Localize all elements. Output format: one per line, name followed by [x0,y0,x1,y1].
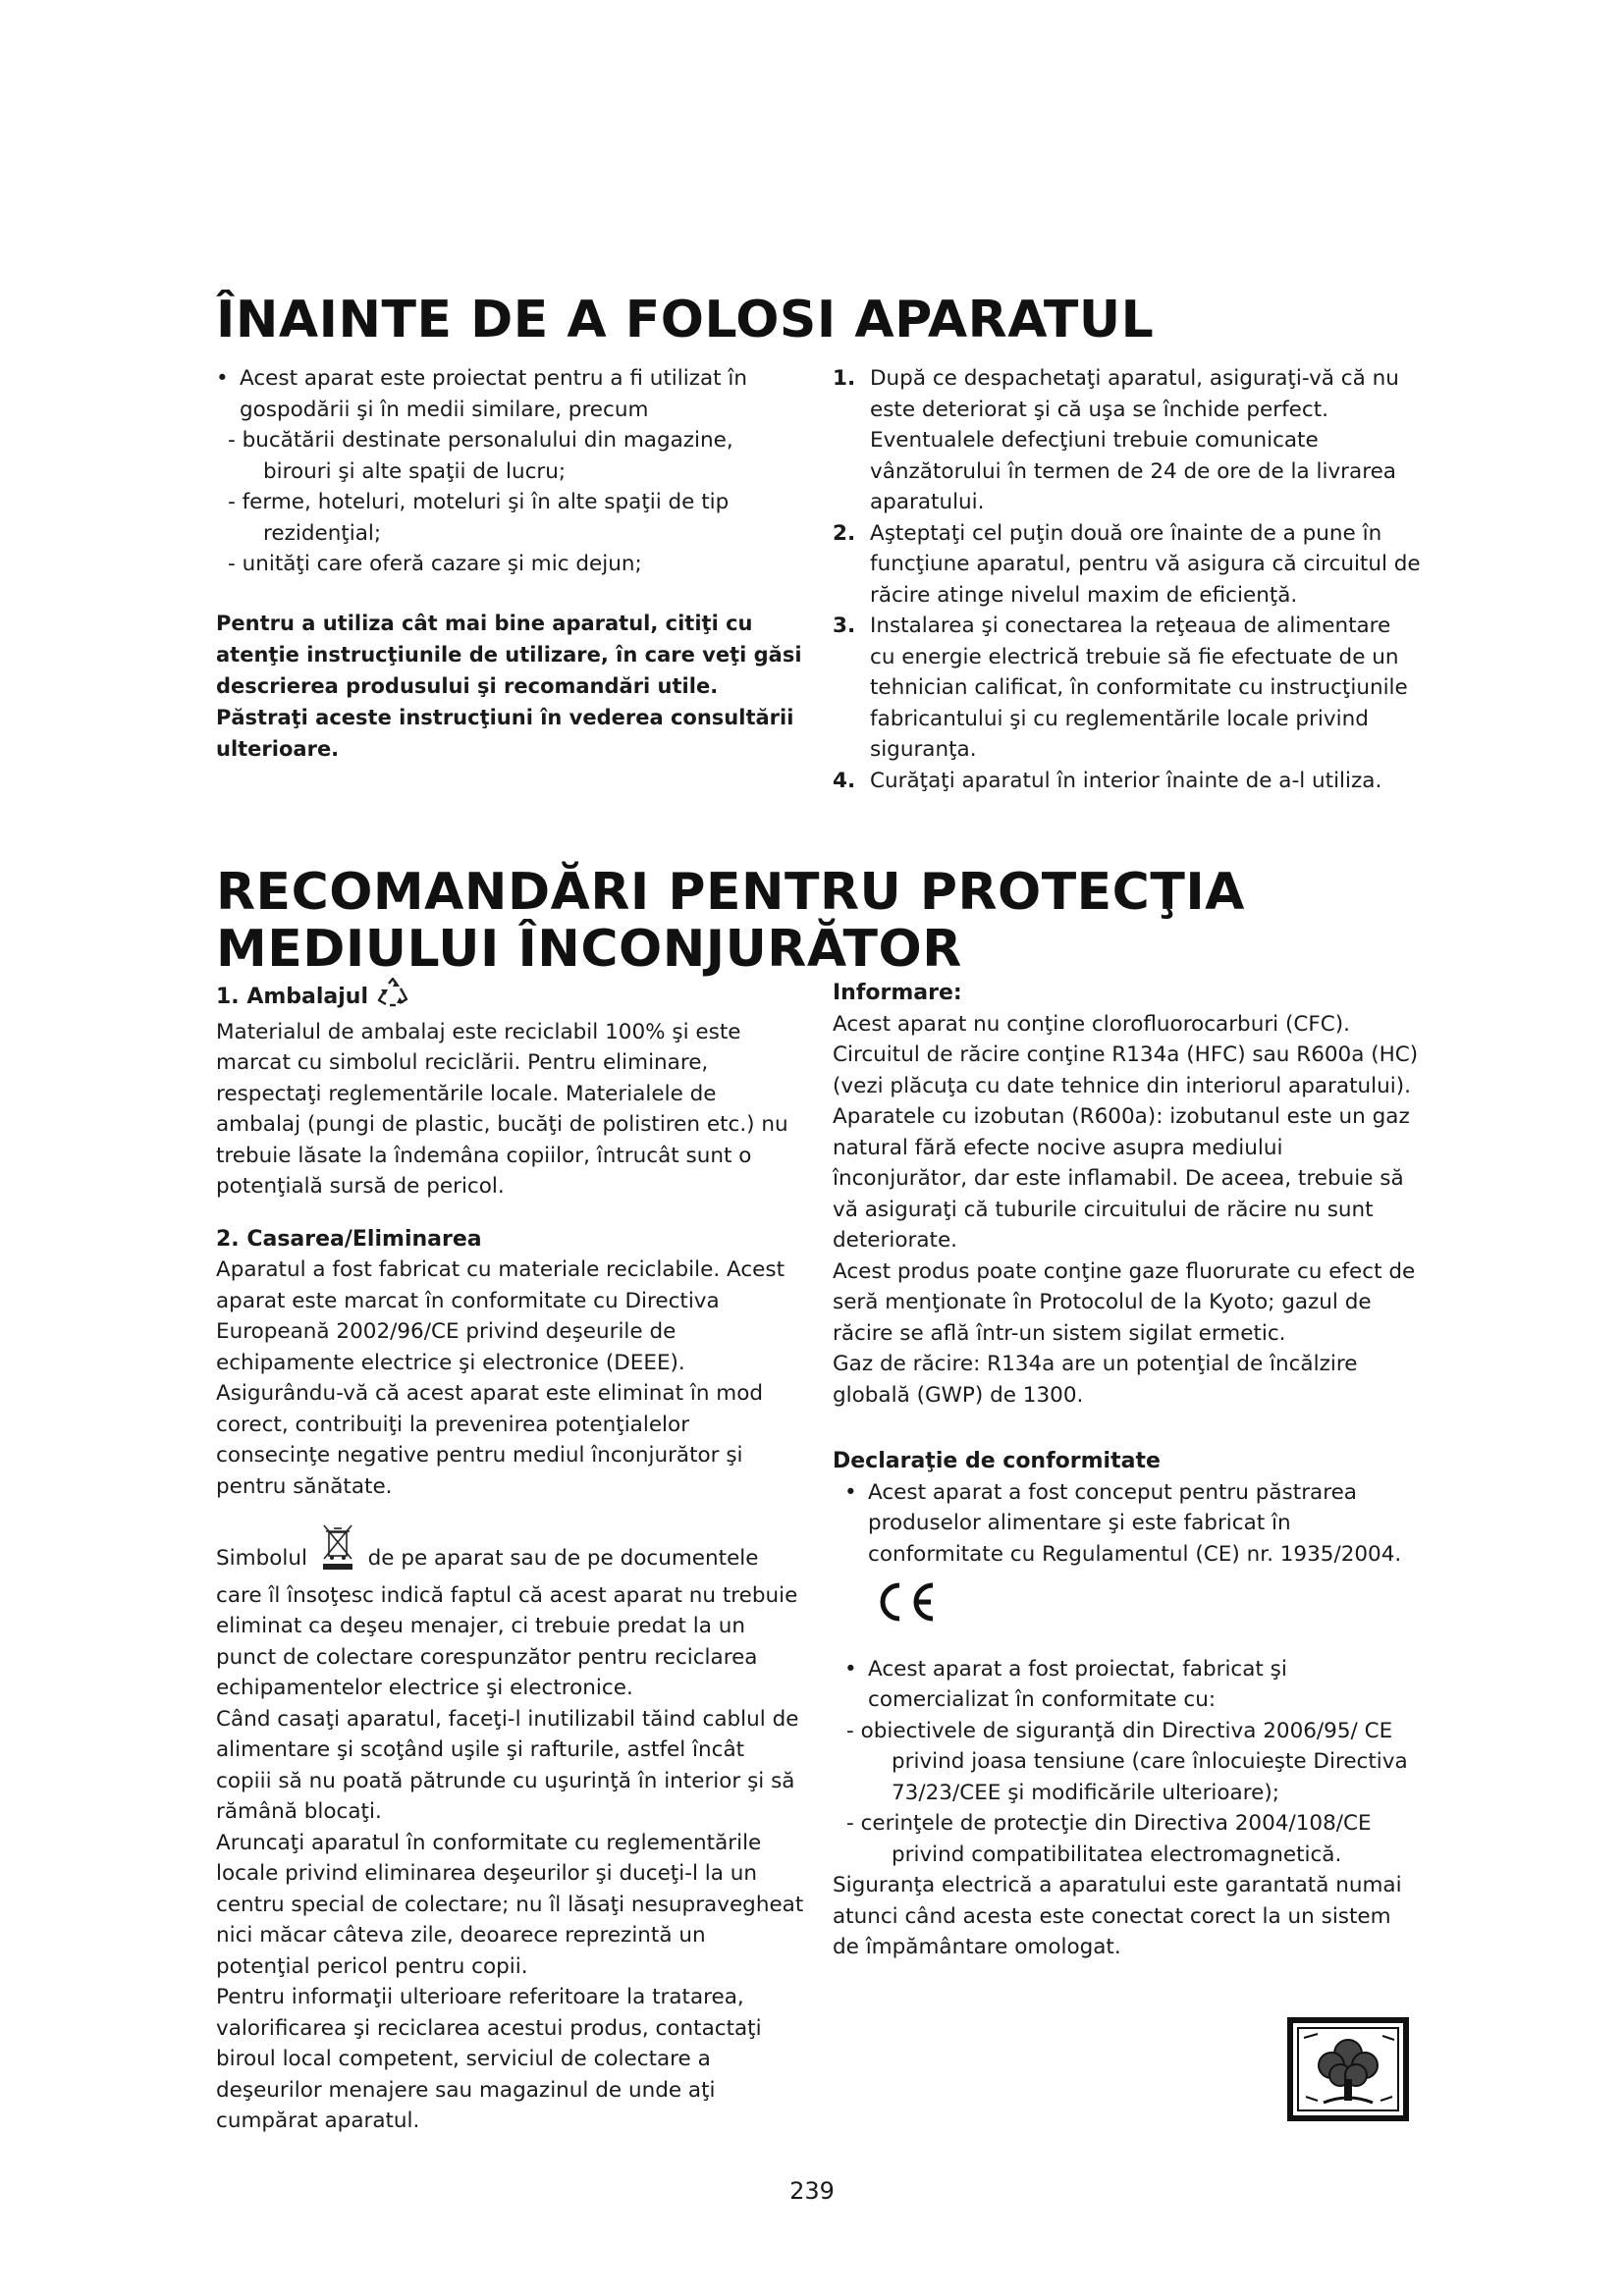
info-title: Informare: [833,981,962,1005]
declaration-bullet: • Acest aparat a fost conceput pentru păstrarea produselor alimentare şi este fabricat în conformitate cu Regulamentul (CE) nr. 1935/2004. [833,1477,1422,1571]
step-number: 4. [833,768,856,793]
electrical-safety-text: Siguranţa electrică a aparatului este garantată numai atunci când acesta este conectat corect la un sistem de împământare omologat. [833,1873,1402,1959]
usage-sub-item: - unităţi care oferă cazare şi mic dejun; [228,552,642,576]
step-number: 2. [833,520,856,546]
disposal-text-1: Aparatul a fost fabricat cu materiale reciclabile. Acest aparat este marcat în conformitate cu Directiva Europeană 2002/96/CE privind deşeurile de echipamente electrice şi electronice (DEEE). Asigurându-vă că acest aparat este eliminat în mod corect, contribuiţi la prevenirea potenţialelor consecinţe negative pentru mediul înconjurător şi pentru sănătate. [216,1257,785,1499]
usage-sub-item: - ferme, hoteluri, moteluri şi în alte spaţii de tip rezidenţial; [228,490,730,546]
info-text-3: Acest produs poate conţine gaze fluorurate cu efect de seră menţionate în Protocolul de la Kyoto; gazul de răcire se află într-un sistem sigilat ermetic. [833,1258,1416,1346]
steps-list [833,363,1422,796]
step-item [833,766,1422,797]
usage-bullet: • Acest aparat este proiectat pentru a fi utilizat în gospodării şi în medii similare, precum [216,363,805,425]
packaging-title: 1. Ambalajul [216,984,368,1009]
section-title-before-use: ÎNAINTE DE A FOLOSI APARATUL [216,291,1155,349]
usage-sub-item: - bucătării destinate personalului din magazine, birouri şi alte spaţii de lucru; [228,428,733,484]
step-text: Curăţaţi aparatul în interior înainte de a-l utiliza. [870,768,1382,793]
intro-left-column [216,363,805,765]
info-text-2: Aparatele cu izobutan (R600a): izobutanul este un gaz natural fără efecte nocive asupra mediului înconjurător, dar este inflamabil. De aceea, trebuie să vă asiguraţi că tuburile circuitului de răcire nu sunt deteriorate. [833,1104,1410,1253]
info-text-1: Acest aparat nu conţine clorofluorocarburi (CFC). Circuitul de răcire conţine R134a (HFC) sau R600a (HC) (vezi plăcuţa cu date tehnice din interiorul aparatului). [833,1011,1419,1098]
section-title-environment: RECOMANDĂRI PENTRU PROTECŢIA MEDIULUI ÎNCONJURĂTOR [216,863,1245,979]
declaration-bullet: • Acest aparat a fost proiectat, fabricat şi comercializat în conformitate cu: [833,1654,1422,1716]
declaration-sub-item: - cerinţele de protecţie din Directiva 2004/108/CE privind compatibilitatea electromagnetică. [846,1811,1372,1867]
step-item [833,611,1422,766]
declaration-title: Declaraţie de conformitate [833,1449,1161,1473]
environment-left-column [216,978,805,2137]
disposal-text-4: Pentru informaţii ulterioare referitoare la tratarea, valorificarea şi reciclarea acestui produs, contactaţi biroul local competent, serviciul de colectare a deşeurilor menajere sau magazinul de unde aţi cumpărat aparatul. [216,1985,762,2133]
packaging-heading [216,978,805,1017]
weee-paragraph [216,1523,805,1704]
step-number: 3. [833,614,856,638]
step-text: Instalarea şi conectarea la reţeaua de alimentare cu energie electrică trebuie să fie efectuate de un tehnician calificat, în conformitate cu instrucţiunile fabricantului şi cu reglementările locale privind siguranţa. [870,614,1408,762]
packaging-text: Materialul de ambalaj este reciclabil 100% şi este marcat cu simbolul reciclării. Pentru eliminare, respectaţi reglementările locale. Materialele de ambalaj (pungi de plastic, bucăţi de polistiren etc.) nu trebuie lăsate la îndemâna copiilor, întrucât sunt o potenţială sursă de pericol. [216,1019,788,1199]
intro-right-column [833,363,1422,796]
step-number: 1. [833,366,856,391]
ce-mark-icon [870,1579,1422,1634]
symbol-text: de pe aparat sau de pe documentele care îl însoţesc indică faptul că acest aparat nu trebuie eliminat ca deşeu menajer, ci trebuie predat la un punct de colectare corespunzător pentru reciclarea echipamentelor electrice şi electronice. [216,1546,798,1700]
weee-bin-icon [320,1523,355,1580]
step-text: Aşteptaţi cel puţin două ore înainte de a pune în funcţiune aparatul, pentru vă asigura că circuitul de răcire atinge nivelul maxim de eficienţă. [870,520,1421,608]
page-number: 239 [789,2177,835,2205]
read-instructions-notice: Pentru a utiliza cât mai bine aparatul, citiţi cu atenţie instrucţiunile de utilizare, în care veţi găsi descrierea produsului şi recomandări utile. Păstraţi aceste instrucţiuni în vederea consultării ulterioare. [216,611,802,761]
step-item [833,518,1422,612]
disposal-text-2: Când casaţi aparatul, faceţi-l inutilizabil tăind cablul de alimentare şi scoţând uşile şi rafturile, astfel încât copiii să nu poată pătrunde cu uşurinţă în interior şi să rămână blocaţi. [216,1706,799,1824]
declaration-sub-item: - obiectivele de siguranţă din Directiva 2006/95/ CE privind joasa tensiune (care înlocuieşte Directiva 73/23/CEE şi modificările ulterioare); [846,1718,1408,1805]
usage-list [216,363,805,580]
environment-right-column [833,978,1422,1963]
declaration-list-2 [833,1654,1422,1871]
recycle-icon [376,978,409,1017]
symbol-prefix: Simbolul [216,1546,307,1571]
disposal-text-3: Aruncaţi aparatul în conformitate cu reglementările locale privind eliminarea deşeurilor şi duceţi-l la un centru special de colectare; nu îl lăsaţi nesupravegheat nici măcar câteva zile, deoarece reprezintă un potenţial pericol pentru copii. [216,1830,804,1979]
info-text-4: Gaz de răcire: R134a are un potenţial de încălzire globală (GWP) de 1300. [833,1352,1358,1408]
declaration-list [833,1477,1422,1571]
disposal-title: 2. Casarea/Eliminarea [216,1226,482,1252]
step-text: După ce despachetaţi aparatul, asiguraţi-vă că nu este deteriorat şi că uşa se închide perfect. Eventualele defecţiuni trebuie comunicate vânzătorului în termen de 24 de ore de la livrarea aparatului. [870,366,1399,514]
tree-logo-icon [1284,2014,1412,2128]
step-item [833,363,1422,518]
